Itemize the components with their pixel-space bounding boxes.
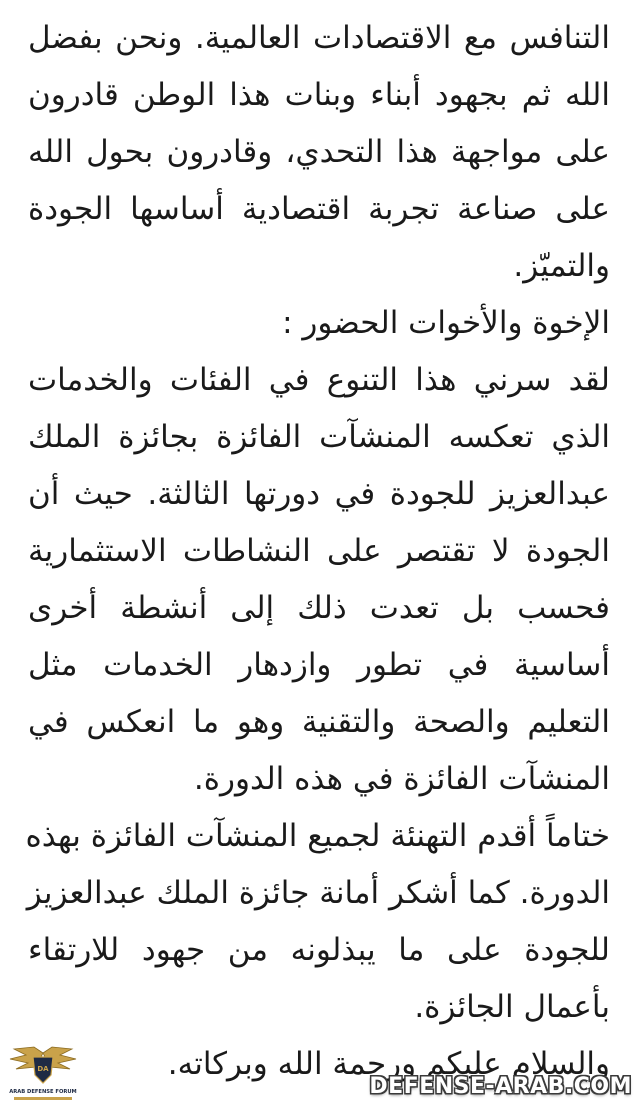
closing-line: والسلام عليكم ورحمة الله وبركاته. [167, 1046, 610, 1082]
text-line-8: الذي تعكسه المنشآت الفائزة بجائزة الملك [28, 419, 610, 455]
text-line-7: لقد سرني هذا التنوع في الفئات والخدمات [28, 362, 610, 398]
svg-text:ARAB DEFENSE FORUM: ARAB DEFENSE FORUM [9, 1089, 77, 1095]
svg-text:DA: DA [37, 1065, 49, 1073]
arab-defense-forum-logo-icon [6, 1043, 80, 1105]
text-line-13: التعليم والصحة والتقنية وهو ما انعكس في [28, 704, 610, 740]
text-line-16: الدورة. كما أشكر أمانة جائزة الملك عبدالعزيز [26, 875, 610, 911]
text-line-11: فحسب بل تعدت ذلك إلى أنشطة أخرى [28, 590, 610, 626]
text-line-15: ختاماً أقدم التهنئة لجميع المنشآت الفائزة بهذه [25, 818, 610, 854]
watermark [6, 1043, 632, 1105]
text-line-14: المنشآت الفائزة في هذه الدورة. [193, 761, 610, 797]
text-line-9: عبدالعزيز للجودة في دورتها الثالثة. حيث أن [28, 476, 610, 512]
text-line-4: على صناعة تجربة اقتصادية أساسها الجودة [28, 191, 610, 227]
text-line-2: الله ثم بجهود أبناء وبنات هذا الوطن قادرون [28, 77, 610, 113]
text-line-12: أساسية في تطور وازدهار الخدمات مثل [28, 647, 610, 683]
text-line-18: بأعمال الجائزة. [414, 989, 610, 1025]
text-line-3: على مواجهة هذا التحدي، وقادرون بحول الله [28, 134, 610, 170]
watermark-site-text: DEFENSE-ARAB.COM [369, 1074, 632, 1099]
text-line-10: الجودة لا تقتصر على النشاطات الاستثمارية [28, 533, 610, 569]
text-line-5: والتميّز. [513, 248, 610, 284]
text-line-1: التنافس مع الاقتصادات العالمية. ونحن بفضل [28, 20, 610, 56]
section-heading: الإخوة والأخوات الحضور : [282, 305, 610, 341]
text-line-17: للجودة على ما يبذلونه من جهود للارتقاء [28, 932, 610, 968]
